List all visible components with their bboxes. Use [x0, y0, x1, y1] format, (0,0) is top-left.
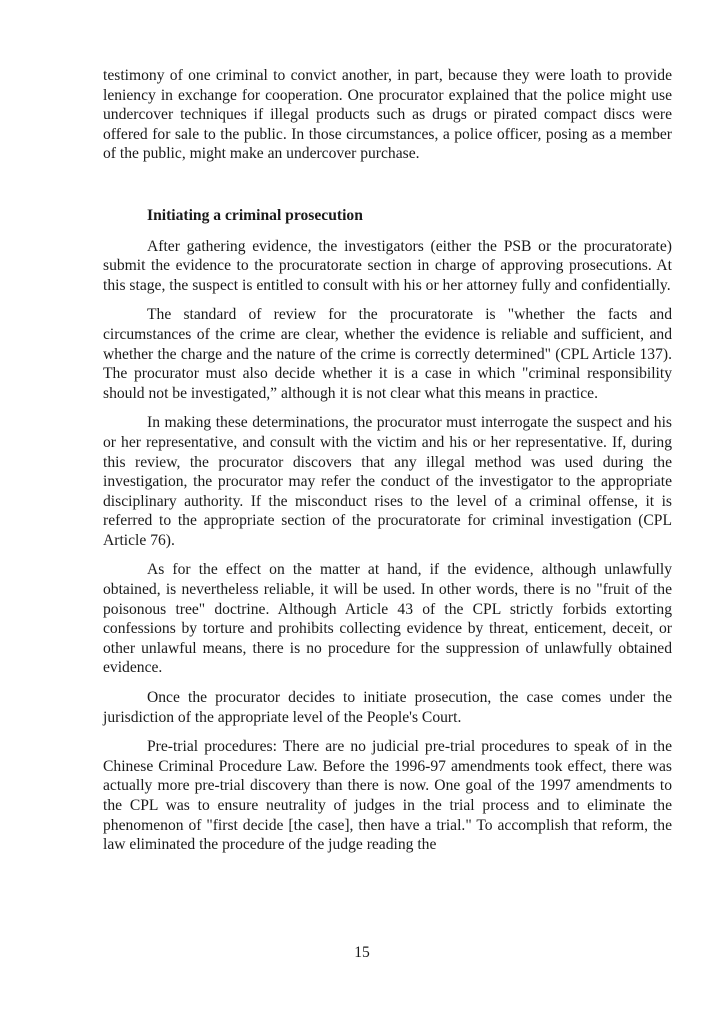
section-heading: Initiating a criminal prosecution — [147, 206, 363, 224]
paragraph: In making these determinations, the procurator must interrogate the suspect and his or her representative, and consult with the victim and his or her representative. If, during this review, the procurator discovers that any illegal method was used during the investigation, the procurator may refer the conduct of the investigator to the appropriate disciplinary authority. If the misconduct rises to the level of a criminal offense, it is referred to the appropriate section of the procuratorate for criminal investigation (CPL Article 76). — [103, 414, 672, 549]
document-page — [103, 66, 672, 855]
paragraph: The standard of review for the procuratorate is "whether the facts and circumstances of the crime are clear, whether the evidence is reliable and sufficient, and whether the charge and the nature of the crime is correctly determined" (CPL Article 137). The procurator must also decide whether it is a case in which "criminal responsibility should not be investigated,” although it is not clear what this means in practice. — [103, 306, 672, 402]
paragraph: As for the effect on the matter at hand, if the evidence, although unlawfully obtained, is nevertheless reliable, it will be used. In other words, there is no "fruit of the poisonous tree" doctrine. Although Article 43 of the CPL strictly forbids extorting confessions by torture and prohibits collecting evidence by threat, enticement, deceit, or other unlawful means, there is no procedure for the suppression of unlawfully obtained evidence. — [103, 561, 672, 677]
paragraph: Pre-trial procedures: There are no judicial pre-trial procedures to speak of in the Chinese Criminal Procedure Law. Before the 1996-97 amendments took effect, there was actually more pre-trial discovery than there is now. One goal of the 1997 amendments to the CPL was to ensure neutrality of judges in the trial process and to eliminate the phenomenon of "first decide [the case], then have a trial." To accomplish that reform, the law eliminated the procedure of the judge reading the — [103, 738, 672, 854]
page-number: 15 — [354, 944, 370, 961]
paragraph-continued: testimony of one criminal to convict another, in part, because they were loath to provide leniency in exchange for cooperation. One procurator explained that the police might use undercover techniques if illegal products such as drugs or pirated compact discs were offered for sale to the public. In those circumstances, a police officer, posing as a member of the public, might make an undercover purchase. — [103, 67, 672, 163]
paragraph: After gathering evidence, the investigators (either the PSB or the procuratorate) submit the evidence to the procuratorate section in charge of approving prosecutions. At this stage, the suspect is entitled to consult with his or her attorney fully and confidentially. — [103, 237, 672, 294]
paragraph: Once the procurator decides to initiate prosecution, the case comes under the jurisdiction of the appropriate level of the People's Court. — [103, 689, 672, 726]
